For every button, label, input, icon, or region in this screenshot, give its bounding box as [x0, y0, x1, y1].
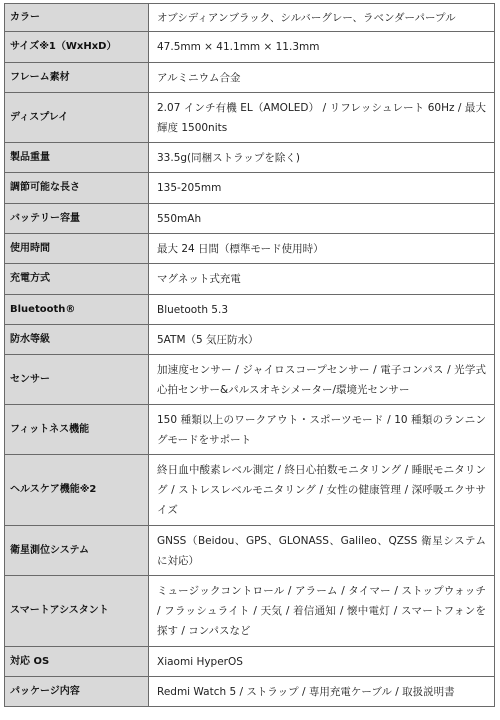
spec-label: 衛星測位システム	[5, 526, 149, 576]
spec-row-color	[5, 4, 495, 32]
spec-label: 調節可能な長さ	[5, 173, 149, 204]
spec-label: Bluetooth®	[5, 295, 149, 325]
spec-value: 2.07 インチ有機 EL（AMOLED） / リフレッシュレート 60Hz / 最大輝度 1500nits	[149, 93, 495, 143]
spec-value: ミュージックコントロール / アラーム / タイマー / ストップウォッチ / フラッシュライト / 天気 / 着信通知 / 懐中電灯 / スマートフォンを探す / コンパスなど	[149, 576, 495, 647]
spec-value: Bluetooth 5.3	[149, 295, 495, 325]
spec-row-gnss	[5, 526, 495, 576]
spec-label: サイズ※1（WxHxD）	[5, 32, 149, 63]
spec-label: ヘルスケア機能※2	[5, 455, 149, 526]
spec-value: 加速度センサー / ジャイロスコープセンサー / 電子コンパス / 光学式心拍センサー&パルスオキシメーター/環境光センサー	[149, 355, 495, 405]
spec-row-sensor	[5, 355, 495, 405]
spec-value: 47.5mm × 41.1mm × 11.3mm	[149, 32, 495, 63]
spec-row-size	[5, 32, 495, 63]
spec-value: 33.5g(同梱ストラップを除く)	[149, 143, 495, 173]
spec-label: 充電方式	[5, 264, 149, 295]
spec-label: ディスプレイ	[5, 93, 149, 143]
spec-value: 終日血中酸素レベル測定 / 終日心拍数モニタリング / 睡眠モニタリング / ストレスレベルモニタリング / 女性の健康管理 / 深呼吸エクササイズ	[149, 455, 495, 526]
spec-value: オブシディアンブラック、シルバーグレー、ラベンダーパープル	[149, 4, 495, 32]
spec-label: フレーム素材	[5, 63, 149, 93]
spec-row-frame	[5, 63, 495, 93]
spec-value: 150 種類以上のワークアウト・スポーツモード / 10 種類のランニングモードをサポート	[149, 405, 495, 455]
spec-label: バッテリー容量	[5, 204, 149, 234]
spec-row-fitness	[5, 405, 495, 455]
spec-row-display	[5, 93, 495, 143]
spec-value: Redmi Watch 5 / ストラップ / 専用充電ケーブル / 取扱説明書	[149, 677, 495, 707]
spec-label: フィットネス機能	[5, 405, 149, 455]
spec-row-bluetooth	[5, 295, 495, 325]
spec-value: 550mAh	[149, 204, 495, 234]
spec-label: 製品重量	[5, 143, 149, 173]
spec-label: 対応 OS	[5, 647, 149, 677]
spec-row-usage-time	[5, 234, 495, 264]
spec-value: 135-205mm	[149, 173, 495, 204]
spec-value: アルミニウム合金	[149, 63, 495, 93]
spec-value: マグネット式充電	[149, 264, 495, 295]
spec-value: Xiaomi HyperOS	[149, 647, 495, 677]
spec-row-package	[5, 677, 495, 707]
spec-label: 使用時間	[5, 234, 149, 264]
spec-label: スマートアシスタント	[5, 576, 149, 647]
spec-table	[4, 3, 495, 707]
spec-row-assistant	[5, 576, 495, 647]
spec-row-health	[5, 455, 495, 526]
spec-value: GNSS（Beidou、GPS、GLONASS、Galileo、QZSS 衛星システムに対応）	[149, 526, 495, 576]
spec-row-battery	[5, 204, 495, 234]
spec-row-water	[5, 325, 495, 355]
spec-row-length	[5, 173, 495, 204]
spec-row-os	[5, 647, 495, 677]
spec-value: 5ATM（5 気圧防水）	[149, 325, 495, 355]
spec-row-weight	[5, 143, 495, 173]
spec-row-charging	[5, 264, 495, 295]
spec-label: パッケージ内容	[5, 677, 149, 707]
spec-label: カラー	[5, 4, 149, 32]
spec-label: 防水等級	[5, 325, 149, 355]
spec-value: 最大 24 日間（標準モード使用時）	[149, 234, 495, 264]
spec-label: センサー	[5, 355, 149, 405]
